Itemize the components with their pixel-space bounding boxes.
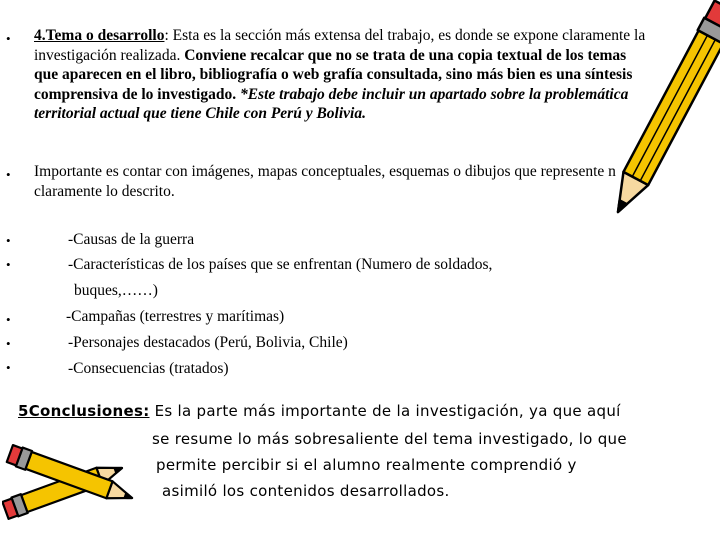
list-item-causas: -Causas de la guerra — [68, 231, 195, 248]
list-item-campanas: -Campañas (terrestres y marítimas) — [66, 308, 285, 325]
list-item-personajes: -Personajes destacados (Perú, Bolivia, Chile) — [68, 334, 348, 351]
conclusions-text-1: Es la parte más importante de la investigación, ya que aquí — [149, 402, 621, 420]
bullet: • — [6, 336, 11, 351]
list-item-caracteristicas-cont: buques,……) — [74, 282, 158, 299]
list-item-caracteristicas: -Características de los países que se enfrentan (Numero de soldados, — [68, 256, 493, 273]
bullet: • — [6, 233, 11, 248]
section-4-emphasis: Conviene recalcar que no se trata de una copia textual de los temas que aparecen en el libro, bibliografía o web grafía consultada, sino más bien es una síntesis comprensiva de lo investigado. — [34, 46, 633, 103]
images-note: Importante es contar con imágenes, mapas conceptuales, esquemas o dibujos que represente n claramente lo descrito. — [34, 163, 616, 200]
conclusions-line-1 — [18, 402, 621, 421]
section-4-title: 4.Tema o desarrollo — [34, 27, 165, 44]
section-4-note: *Este trabajo debe incluir un apartado sobre la problemática territorial actual que tiene Chile con Perú y Bolivia. — [34, 85, 629, 122]
section-4-colon: : — [164, 27, 169, 44]
bullet: • — [6, 167, 11, 182]
bullet: • — [6, 31, 11, 46]
section-4-text: Esta es la sección más extensa del trabajo, es donde se expone claramente la investigación realizada. — [34, 27, 646, 64]
list-item-consecuencias: -Consecuencias (tratados) — [68, 360, 229, 377]
bullet: • — [6, 312, 11, 327]
section-4-paragraph — [34, 26, 650, 124]
crossed-pencils-icon — [2, 428, 142, 538]
conclusions-line-3: permite percibir si el alumno realmente comprendió y — [156, 456, 577, 474]
bullet: • — [6, 360, 11, 375]
conclusions-title: 5Conclusiones: — [18, 402, 150, 420]
conclusions-line-4: asimiló los contenidos desarrollados. — [162, 482, 450, 500]
bullet: • — [6, 257, 11, 272]
conclusions-line-2: se resume lo más sobresaliente del tema investigado, lo que — [152, 430, 627, 448]
pencil-icon — [610, 0, 720, 230]
